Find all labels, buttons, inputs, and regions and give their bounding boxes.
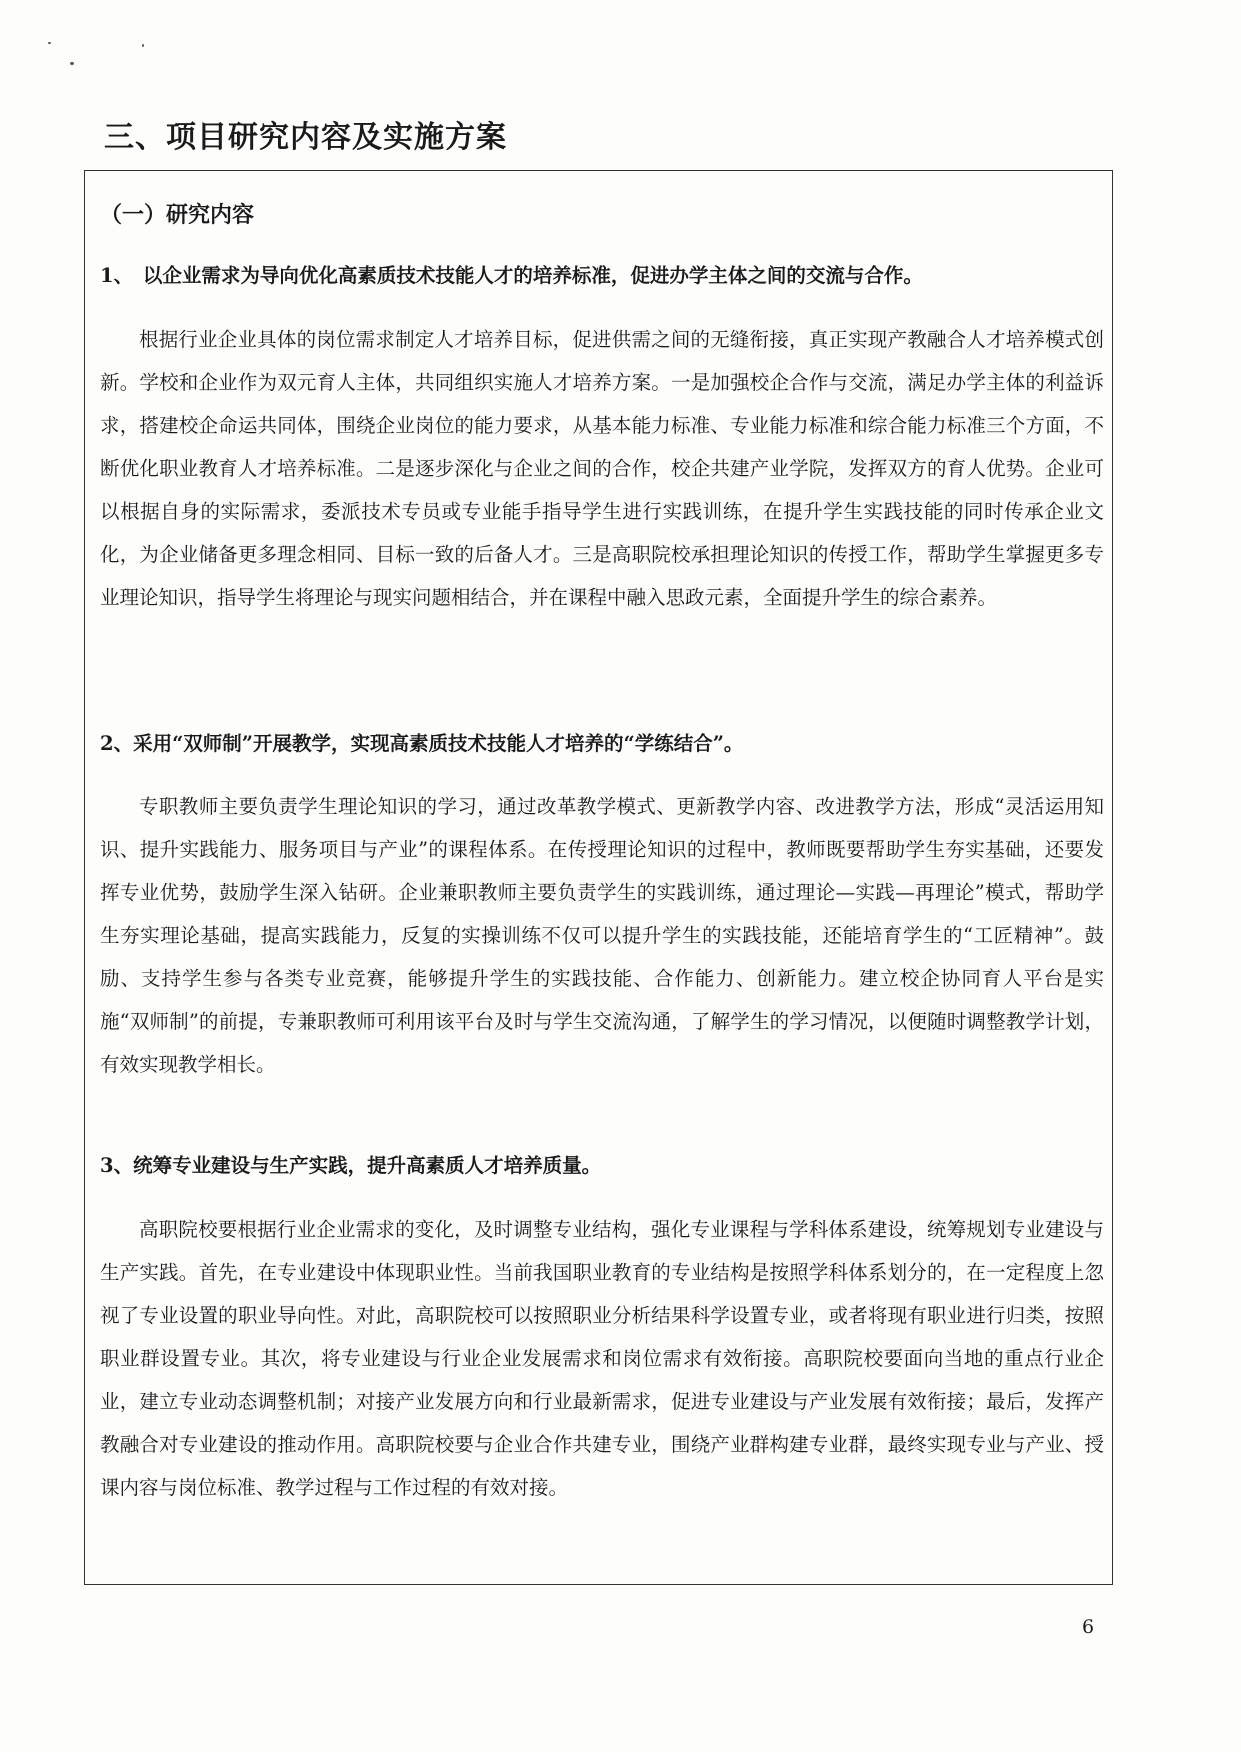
item-1-paragraph: 根据行业企业具体的岗位需求制定人才培养目标，促进供需之间的无缝衔接，真正实现产教融合人才培养模式创新。学校和企业作为双元育人主体，共同组织实施人才培养方案。一是加强校企合作与交流，满足办学主体的利益诉求，搭建校企命运共同体，围绕企业岗位的能力要求，从基本能力标准、专业能力标准和综合能力标准三个方面，不断优化职业教育人才培养标准。二是逐步深化与企业之间的合作，校企共建产业学院，发挥双方的育人优势。企业可以根据自身的实际需求，委派技术专员或专业能手指导学生进行实践训练，在提升学生实践技能的同时传承企业文化，为企业储备更多理念相同、目标一致的后备人才。三是高职院校承担理论知识的传授工作，帮助学生掌握更多专业理论知识，指导学生将理论与现实问题相结合，并在课程中融入思政元素，全面提升学生的综合素养。	[100, 328, 1104, 609]
item-2-heading: 2、采用“双师制”开展教学，实现高素质技术技能人才培养的“学练结合”。	[100, 732, 744, 755]
item-1-heading: 1、 以企业需求为导向优化高素质技术技能人才的培养标准，促进办学主体之间的交流与合作。	[100, 264, 923, 287]
scan-speck	[48, 42, 51, 44]
item-2-paragraph: 专职教师主要负责学生理论知识的学习，通过改革教学模式、更新教学内容、改进教学方法，形成“灵活运用知识、提升实践能力、服务项目与产业”的课程体系。在传授理论知识的过程中，教师既要帮助学生夯实基础，还要发挥专业优势，鼓励学生深入钻研。企业兼职教师主要负责学生的实践训练，通过理论—实践—再理论”模式，帮助学生夯实理论基础，提高实践能力，反复的实操训练不仅可以提升学生的实践技能，还能培育学生的“工匠精神”。鼓励、支持学生参与各类专业竞赛，能够提升学生的实践技能、合作能力、创新能力。建立校企协同育人平台是实施“双师制”的前提，专兼职教师可利用该平台及时与学生交流沟通，了解学生的学习情况，以便随时调整教学计划，有效实现教学相长。	[100, 795, 1104, 1076]
item-3-paragraph: 高职院校要根据行业企业需求的变化，及时调整专业结构，强化专业课程与学科体系建设，统筹规划专业建设与生产实践。首先，在专业建设中体现职业性。当前我国职业教育的专业结构是按照学科体系划分的，在一定程度上忽视了专业设置的职业导向性。对此，高职院校可以按照职业分析结果科学设置专业，或者将现有职业进行归类，按照职业群设置专业。其次，将专业建设与行业企业发展需求和岗位需求有效衔接。高职院校要面向当地的重点行业企业，建立专业动态调整机制；对接产业发展方向和行业最新需求，促进专业建设与产业发展有效衔接；最后，发挥产教融合对专业建设的推动作用。高职院校要与企业合作共建专业，围绕产业群构建专业群，最终实现专业与产业、授课内容与岗位标准、教学过程与工作过程的有效对接。	[100, 1218, 1104, 1499]
item-3-heading: 3、统筹专业建设与生产实践，提升高素质人才培养质量。	[100, 1154, 602, 1177]
scan-speck	[70, 62, 74, 65]
page-number: 6	[1082, 1616, 1095, 1638]
section-title: 三、项目研究内容及实施方案	[104, 120, 507, 155]
subsection-title: （一）研究内容	[100, 202, 255, 228]
scan-speck	[142, 44, 144, 47]
